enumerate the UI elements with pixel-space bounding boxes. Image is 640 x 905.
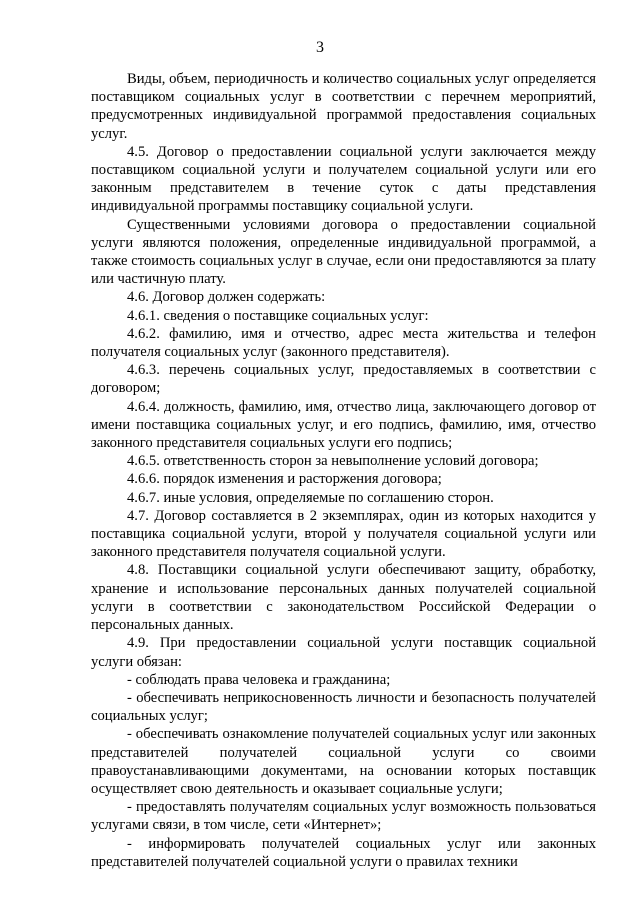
paragraph: 4.8. Поставщики социальной услуги обеспечивают защиту, обработку, хранение и использование персональных данных получателей социальной услуги в соответствии с законодательством Российской Федерации о персональных данных. [91, 562, 596, 634]
list-item: - обеспечивать ознакомление получателей социальных услуг или законных представителей получателей социальной услуги со своими правоустанавливающими документами, на основании которых поставщик осуществляет свою деятельность и оказывает социальные услуги; [91, 726, 596, 797]
paragraph: Виды, объем, периодичность и количество социальных услуг определяется поставщиком социальных услуг в соответствии с перечнем мероприятий, предусмотренных индивидуальной программой предоставления социальных услуг. [91, 71, 596, 142]
page-number: 3 [316, 39, 324, 56]
list-item: - информировать получателей социальных услуг или законных представителей получателей социальной услуги о правилах техники [91, 835, 596, 870]
paragraph: 4.6.1. сведения о поставщике социальных услуг: [127, 307, 429, 324]
paragraph: Существенными условиями договора о предоставлении социальной услуги являются положения, определенные индивидуальной программой, а также стоимость социальных услуг в случае, если они предоставляются за плату или частичную плату. [91, 216, 596, 288]
paragraph: 4.6. Договор должен содержать: [127, 289, 326, 306]
paragraph: 4.6.4. должность, фамилию, имя, отчество лица, заключающего договор от имени поставщика социальных услуг, и его подпись, фамилию, имя, отчество законного представителя социальных услуги его подпись; [91, 398, 596, 452]
paragraph: 4.6.7. иные условия, определяемые по соглашению сторон. [127, 489, 494, 506]
list-item: - соблюдать права человека и гражданина; [127, 671, 391, 688]
paragraph: 4.7. Договор составляется в 2 экземплярах, один из которых находится у поставщика социальной услуги, второй у получателя социальной услуги или законного представителя получателя социальной услуги. [91, 507, 596, 561]
paragraph: 4.6.2. фамилию, имя и отчество, адрес места жительства и телефон получателя социальных услуг (законного представителя). [91, 325, 596, 361]
list-item: - обеспечивать неприкосновенность личности и безопасность получателей социальных услуг; [91, 689, 596, 725]
paragraph: 4.6.5. ответственность сторон за невыполнение условий договора; [127, 453, 539, 470]
paragraph: 4.9. При предоставлении социальной услуги поставщик социальной услуги обязан: [91, 635, 596, 670]
paragraph: 4.6.6. порядок изменения и расторжения договора; [127, 471, 442, 488]
document-body [91, 70, 596, 871]
list-item: - предоставлять получателям социальных услуг возможность пользоваться услугами связи, в том числе, сети «Интернет»; [91, 799, 596, 834]
paragraph: 4.5. Договор о предоставлении социальной услуги заключается между поставщиком социальной услуги и получателем социальной услуги или его законным представителем в течение суток с даты представления индивидуальной программы поставщику социальной услуги. [91, 143, 596, 215]
paragraph: 4.6.3. перечень социальных услуг, предоставляемых в соответствии с договором; [91, 362, 596, 397]
